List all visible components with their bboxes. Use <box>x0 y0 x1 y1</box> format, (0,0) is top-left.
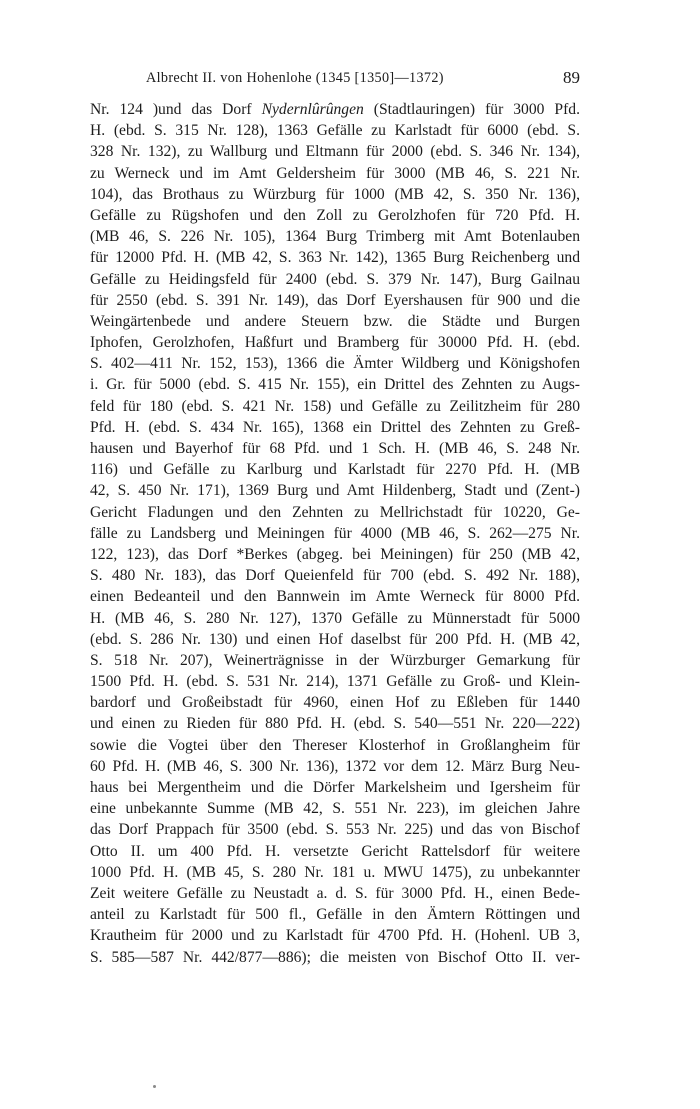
text-line: haus bei Mergentheim und die Dörfer Markelsheim und Igersheim für <box>90 779 580 796</box>
text-line: S. 402—411 Nr. 152, 153), 1366 die Ämter Wildberg und Königshofen <box>90 355 580 373</box>
text-line: S. 518 Nr. 207), Weinerträgnisse in der Würzburger Gemarkung für <box>90 651 580 669</box>
text-line: hausen und Bayerhof für 68 Pfd. und 1 Sch. H. (MB 46, S. 248 Nr. <box>90 440 580 457</box>
text-line: (MB 46, S. 226 Nr. 105), 1364 Burg Trimberg mit Amt Botenlauben <box>90 228 580 246</box>
text-line: 328 Nr. 132), zu Wallburg und Eltmann für 2000 (ebd. S. 346 Nr. 134), <box>90 143 580 161</box>
text-line: bardorf und Großeibstadt für 4960, einen Hof zu Eßleben für 1440 <box>90 694 580 712</box>
text-line: 42, S. 450 Nr. 171), 1369 Burg und Amt Hildenberg, Stadt und (Zent-) <box>90 482 580 500</box>
text-line: H. (ebd. S. 315 Nr. 128), 1363 Gefälle zu Karlstadt für 6000 (ebd. S. <box>90 122 580 140</box>
text-line: eine unbekannte Summe (MB 42, S. 551 Nr. 223), im gleichen Jahre <box>90 800 580 818</box>
text-line: anteil zu Karlstadt für 500 fl., Gefälle in den Ämtern Röttingen und <box>90 906 580 924</box>
text-line: 104), das Brothaus zu Würzburg für 1000 (MB 42, S. 350 Nr. 136), <box>90 185 580 203</box>
text-line: 60 Pfd. H. (MB 46, S. 300 Nr. 136), 1372 vor dem 12. März Burg Neu- <box>90 757 580 775</box>
text-line: für 12000 Pfd. H. (MB 42, S. 363 Nr. 142), 1365 Burg Reichenberg und <box>90 249 580 267</box>
text-line: S. 480 Nr. 183), das Dorf Queienfeld für 700 (ebd. S. 492 Nr. 188), <box>90 567 580 585</box>
text-line: i. Gr. für 5000 (ebd. S. 415 Nr. 155), ein Drittel des Zehnten zu Augs- <box>90 376 580 394</box>
body-text <box>90 99 580 968</box>
text-line: 116) und Gefälle zu Karlburg und Karlstadt für 2270 Pfd. H. (MB <box>90 461 580 479</box>
text-line: Iphofen, Gerolzhofen, Haßfurt und Bramberg für 30000 Pfd. H. (ebd. <box>90 334 580 352</box>
text-line: Gefälle zu Heidingsfeld für 2400 (ebd. S. 379 Nr. 147), Burg Gailnau <box>90 270 580 288</box>
text-line: H. (MB 46, S. 280 Nr. 127), 1370 Gefälle zu Münnerstadt für 5000 <box>90 609 580 627</box>
text-line: Otto II. um 400 Pfd. H. versetzte Gericht Rattelsdorf für weitere <box>90 842 580 860</box>
text-line: feld für 180 (ebd. S. 421 Nr. 158) und Gefälle zu Zeilitzheim für 280 <box>90 397 580 415</box>
text-line: einen Bedeanteil und den Bannwein im Amte Werneck für 8000 Pfd. <box>90 588 580 606</box>
text-line: Gefälle zu Rügshofen und den Zoll zu Gerolzhofen für 720 Pfd. H. <box>90 206 580 224</box>
text-line: für 2550 (ebd. S. 391 Nr. 149), das Dorf Eyershausen für 900 und die <box>90 291 580 309</box>
running-title: Albrecht II. von Hohenlohe (1345 [1350]—1372) <box>146 70 444 86</box>
running-head <box>90 68 580 92</box>
italic-place-name: Nydernlûrûngen <box>261 101 364 118</box>
text-line: Pfd. H. (ebd. S. 434 Nr. 165), 1368 ein Drittel des Zehnten zu Greß- <box>90 418 580 436</box>
text-line: Nr. 124 )und das Dorf Nydernlûrûngen (Stadtlauringen) für 3000 Pfd. <box>90 101 580 118</box>
text-line: (ebd. S. 286 Nr. 130) und einen Hof daselbst für 200 Pfd. H. (MB 42, <box>90 630 580 648</box>
text-line: Zeit weitere Gefälle zu Neustadt a. d. S. für 3000 Pfd. H., einen Bede- <box>90 884 580 902</box>
text-line: S. 585—587 Nr. 442/877—886); die meisten von Bischof Otto II. ver- <box>90 948 580 966</box>
text-line: zu Werneck und im Amt Geldersheim für 3000 (MB 46, S. 221 Nr. <box>90 164 580 182</box>
text-line: 1500 Pfd. H. (ebd. S. 531 Nr. 214), 1371 Gefälle zu Groß- und Klein- <box>90 673 580 691</box>
text-line: das Dorf Prappach für 3500 (ebd. S. 553 Nr. 225) und das von Bischof <box>90 821 580 839</box>
text-line: 122, 123), das Dorf *Berkes (abgeg. bei Meiningen) für 250 (MB 42, <box>90 545 580 563</box>
text-line: und einen zu Rieden für 880 Pfd. H. (ebd. S. 540—551 Nr. 220—222) <box>90 715 580 733</box>
text-line: fälle zu Landsberg und Meiningen für 4000 (MB 46, S. 262—275 Nr. <box>90 524 580 542</box>
text-line: Krautheim für 2000 und zu Karlstadt für 4700 Pfd. H. (Hohenl. UB 3, <box>90 927 580 945</box>
text-line: 1000 Pfd. H. (MB 45, S. 280 Nr. 181 u. MWU 1475), zu unbekannter <box>90 863 580 881</box>
text-line: sowie die Vogtei über den Thereser Klosterhof in Großlangheim für <box>90 736 580 754</box>
text-line: Weingärtenbede und andere Steuern bzw. die Städte und Burgen <box>90 312 580 330</box>
text-line: Gericht Fladungen und den Zehnten zu Mellrichstadt für 10220, Ge- <box>90 503 580 521</box>
page-number: 89 <box>563 68 580 87</box>
scan-speck <box>153 1085 156 1088</box>
